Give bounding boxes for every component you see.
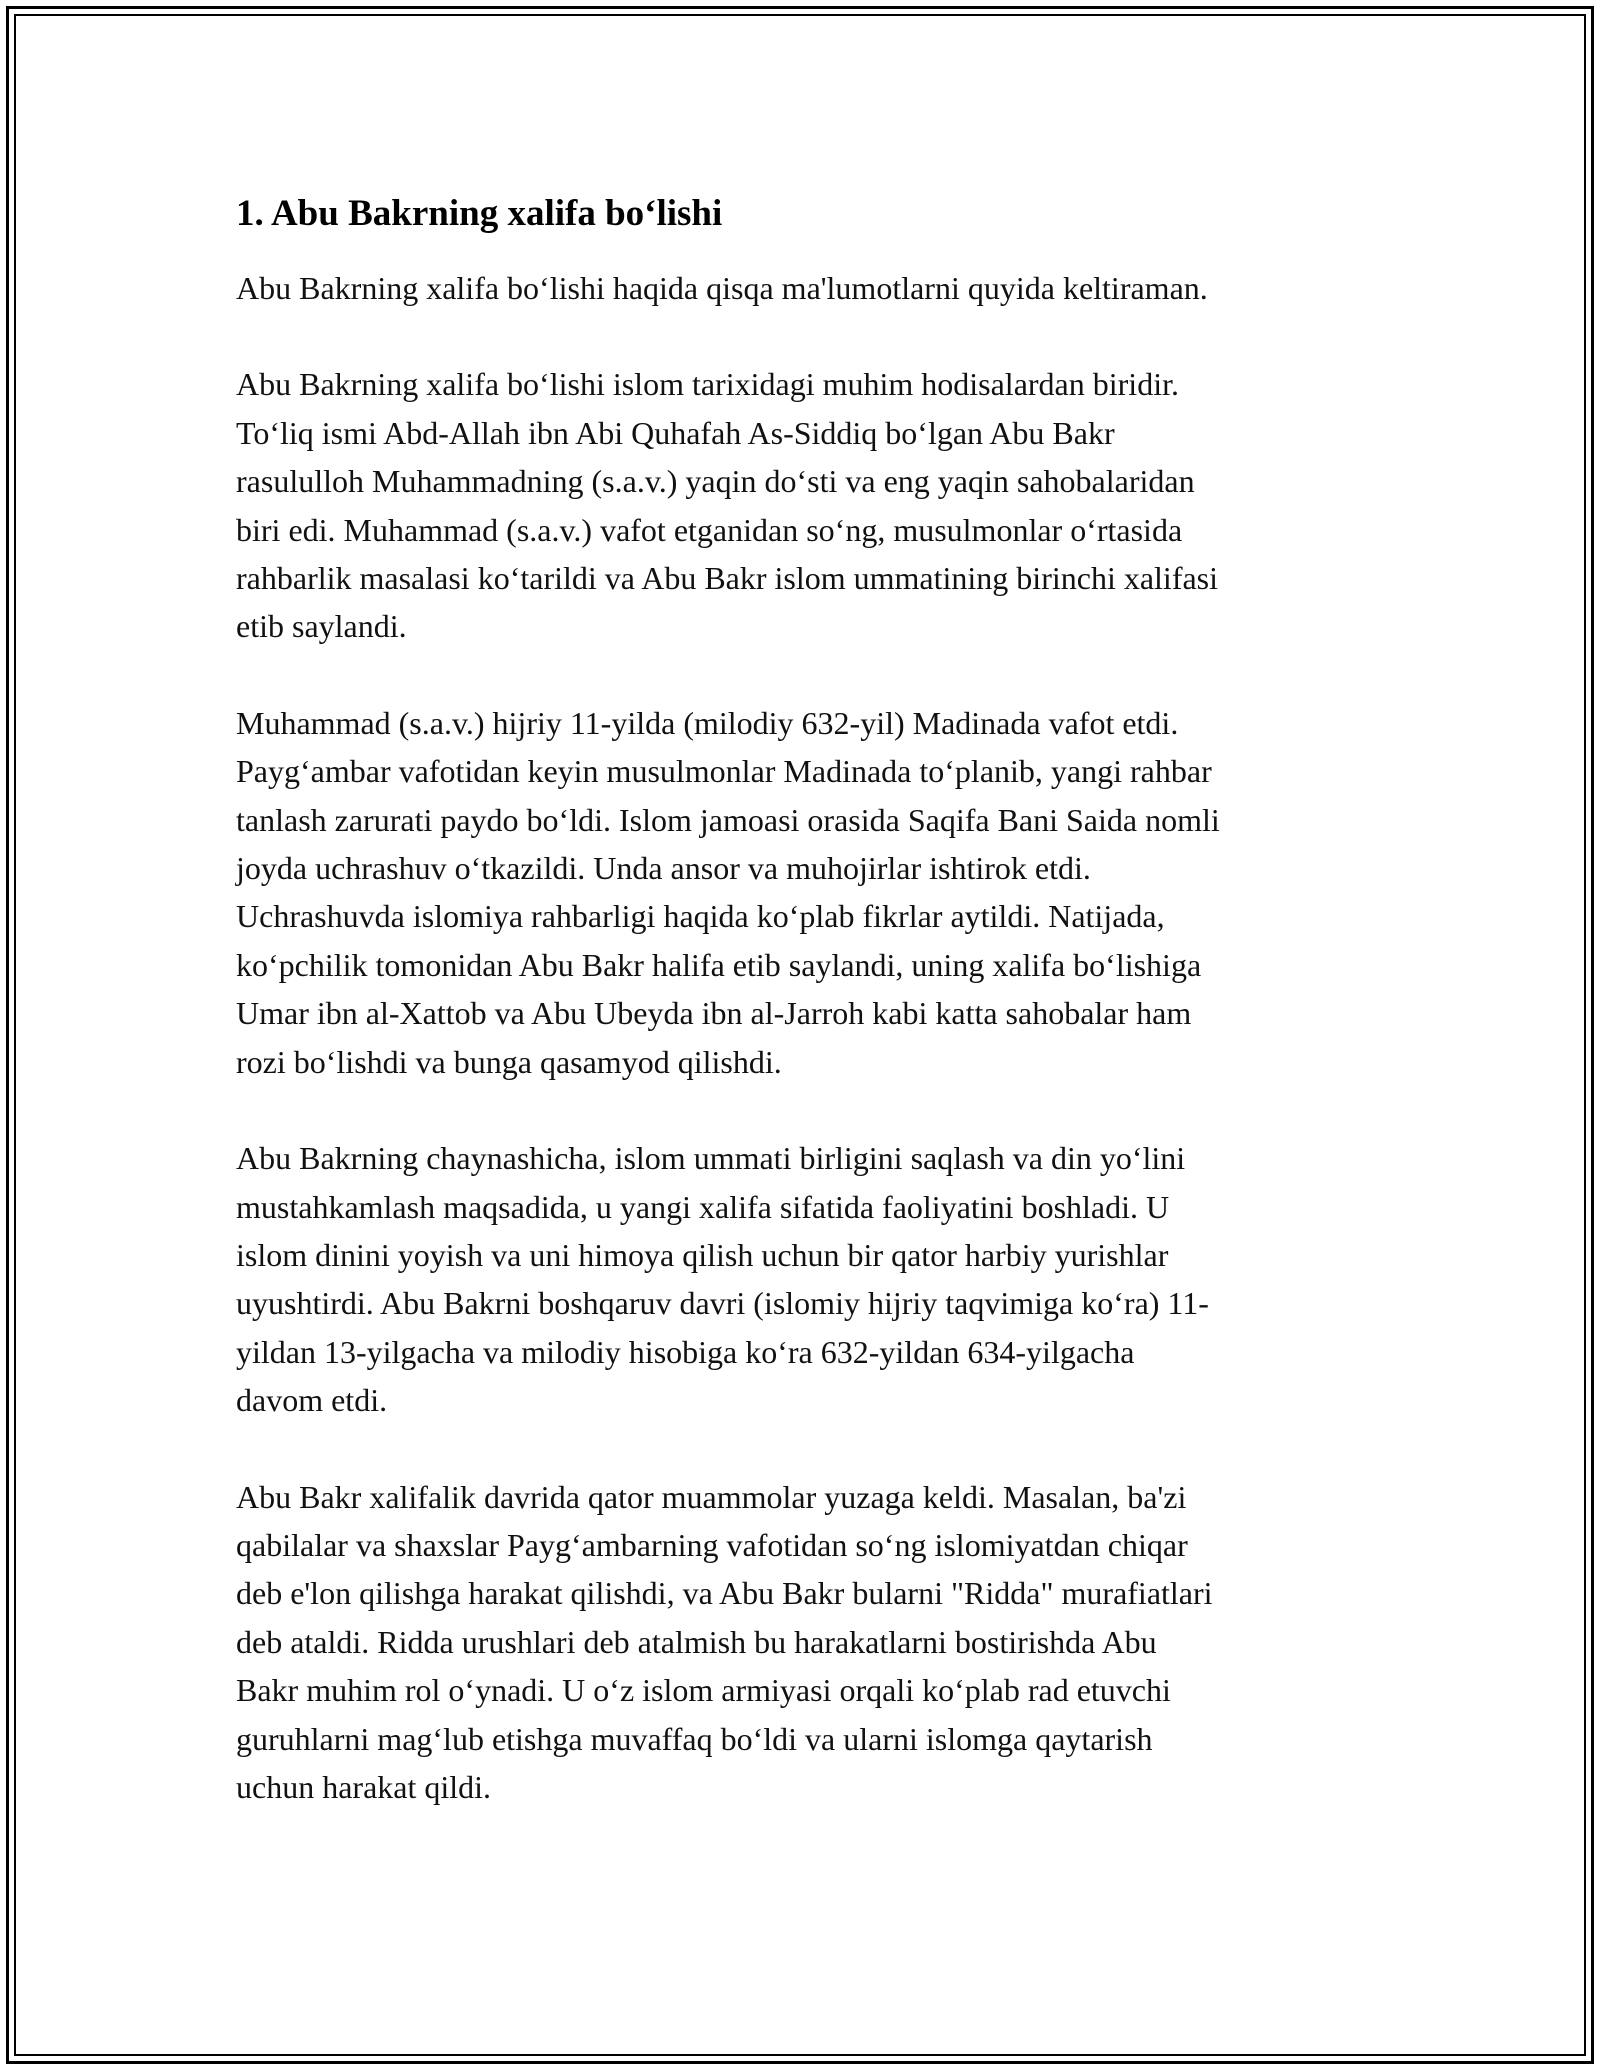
paragraph	[236, 264, 1386, 312]
paragraph-line: Abu Bakr xalifalik davrida qator muammolar yuzaga keldi. Masalan, ba'zi	[236, 1478, 1187, 1515]
paragraph-line: joyda uchrashuv o‘tkazildi. Unda ansor va muhojirlar ishtirok etdi.	[236, 850, 1091, 887]
paragraph-line: mustahkamlash maqsadida, u yangi xalifa sifatida faoliyatini boshladi. U	[236, 1188, 1170, 1225]
paragraph-line: Payg‘ambar vafotidan keyin musulmonlar Madinada to‘planib, yangi rahbar	[236, 753, 1212, 790]
paragraph-line: qabilalar va shaxslar Payg‘ambarning vafotidan so‘ng islomiyatdan chiqar	[236, 1526, 1188, 1563]
paragraph-line: rasululloh Muhammadning (s.a.v.) yaqin do‘sti va eng yaqin sahobalaridan	[236, 463, 1195, 500]
paragraph-line: rahbarlik masalasi ko‘tarildi va Abu Bakr islom ummatining birinchi xalifasi	[236, 560, 1219, 597]
paragraph-line: islom dinini yoyish va uni himoya qilish uchun bir qator harbiy yurishlar	[236, 1236, 1169, 1273]
paragraph-line: uyushtirdi. Abu Bakrni boshqaruv davri (islomiy hijriy taqvimiga ko‘ra) 11-	[236, 1285, 1209, 1322]
paragraph	[236, 1473, 1386, 1812]
paragraph-line: Uchrashuvda islomiya rahbarligi haqida ko‘plab fikrlar aytildi. Natijada,	[236, 898, 1165, 935]
document-body	[236, 188, 1386, 1859]
paragraph-line: guruhlarni mag‘lub etishga muvaffaq bo‘ldi va ularni islomga qaytarish	[236, 1720, 1153, 1757]
paragraph-line: deb ataldi. Ridda urushlari deb atalmish bu harakatlarni bostirishda Abu	[236, 1623, 1157, 1660]
paragraph-line: yildan 13-yilgacha va milodiy hisobiga ko‘ra 632-yildan 634-yilgacha	[236, 1333, 1135, 1370]
paragraph-line: tanlash zarurati paydo bo‘ldi. Islom jamoasi orasida Saqifa Bani Saida nomli	[236, 801, 1220, 838]
paragraph-list	[236, 264, 1386, 1811]
paragraph-line: Abu Bakrning xalifa bo‘lishi islom tarixidagi muhim hodisalardan biridir.	[236, 366, 1179, 403]
paragraph	[236, 1134, 1386, 1424]
paragraph-line: ko‘pchilik tomonidan Abu Bakr halifa etib saylandi, uning xalifa bo‘lishiga	[236, 946, 1202, 983]
paragraph-line: rozi bo‘lishdi va bunga qasamyod qilishdi.	[236, 1043, 782, 1080]
paragraph-line: Abu Bakrning xalifa bo‘lishi haqida qisqa ma'lumotlarni quyida keltiraman.	[236, 270, 1208, 306]
paragraph-line: davom etdi.	[236, 1382, 388, 1419]
paragraph-line: Umar ibn al-Xattob va Abu Ubeyda ibn al-Jarroh kabi katta sahobalar ham	[236, 995, 1192, 1032]
paragraph-line: Bakr muhim rol o‘ynadi. U o‘z islom armiyasi orqali ko‘plab rad etuvchi	[236, 1672, 1171, 1709]
paragraph-line: deb e'lon qilishga harakat qilishdi, va Abu Bakr bularni "Ridda" murafiatlari	[236, 1575, 1213, 1612]
paragraph-line: etib saylandi.	[236, 608, 407, 645]
paragraph-line: Abu Bakrning chaynashicha, islom ummati birligini saqlash va din yo‘lini	[236, 1140, 1186, 1177]
paragraph	[236, 360, 1386, 650]
paragraph-line: Muhammad (s.a.v.) hijriy 11-yilda (milodiy 632-yil) Madinada vafot etdi.	[236, 704, 1179, 741]
paragraph-line: To‘liq ismi Abd-Allah ibn Abi Quhafah As-Siddiq bo‘lgan Abu Bakr	[236, 414, 1115, 451]
paragraph-line: uchun harakat qildi.	[236, 1768, 492, 1805]
document-title: 1. Abu Bakrning xalifa bo‘lishi	[236, 193, 723, 234]
paragraph	[236, 699, 1386, 1086]
paragraph-line: biri edi. Muhammad (s.a.v.) vafot etganidan so‘ng, musulmonlar o‘rtasida	[236, 511, 1183, 548]
